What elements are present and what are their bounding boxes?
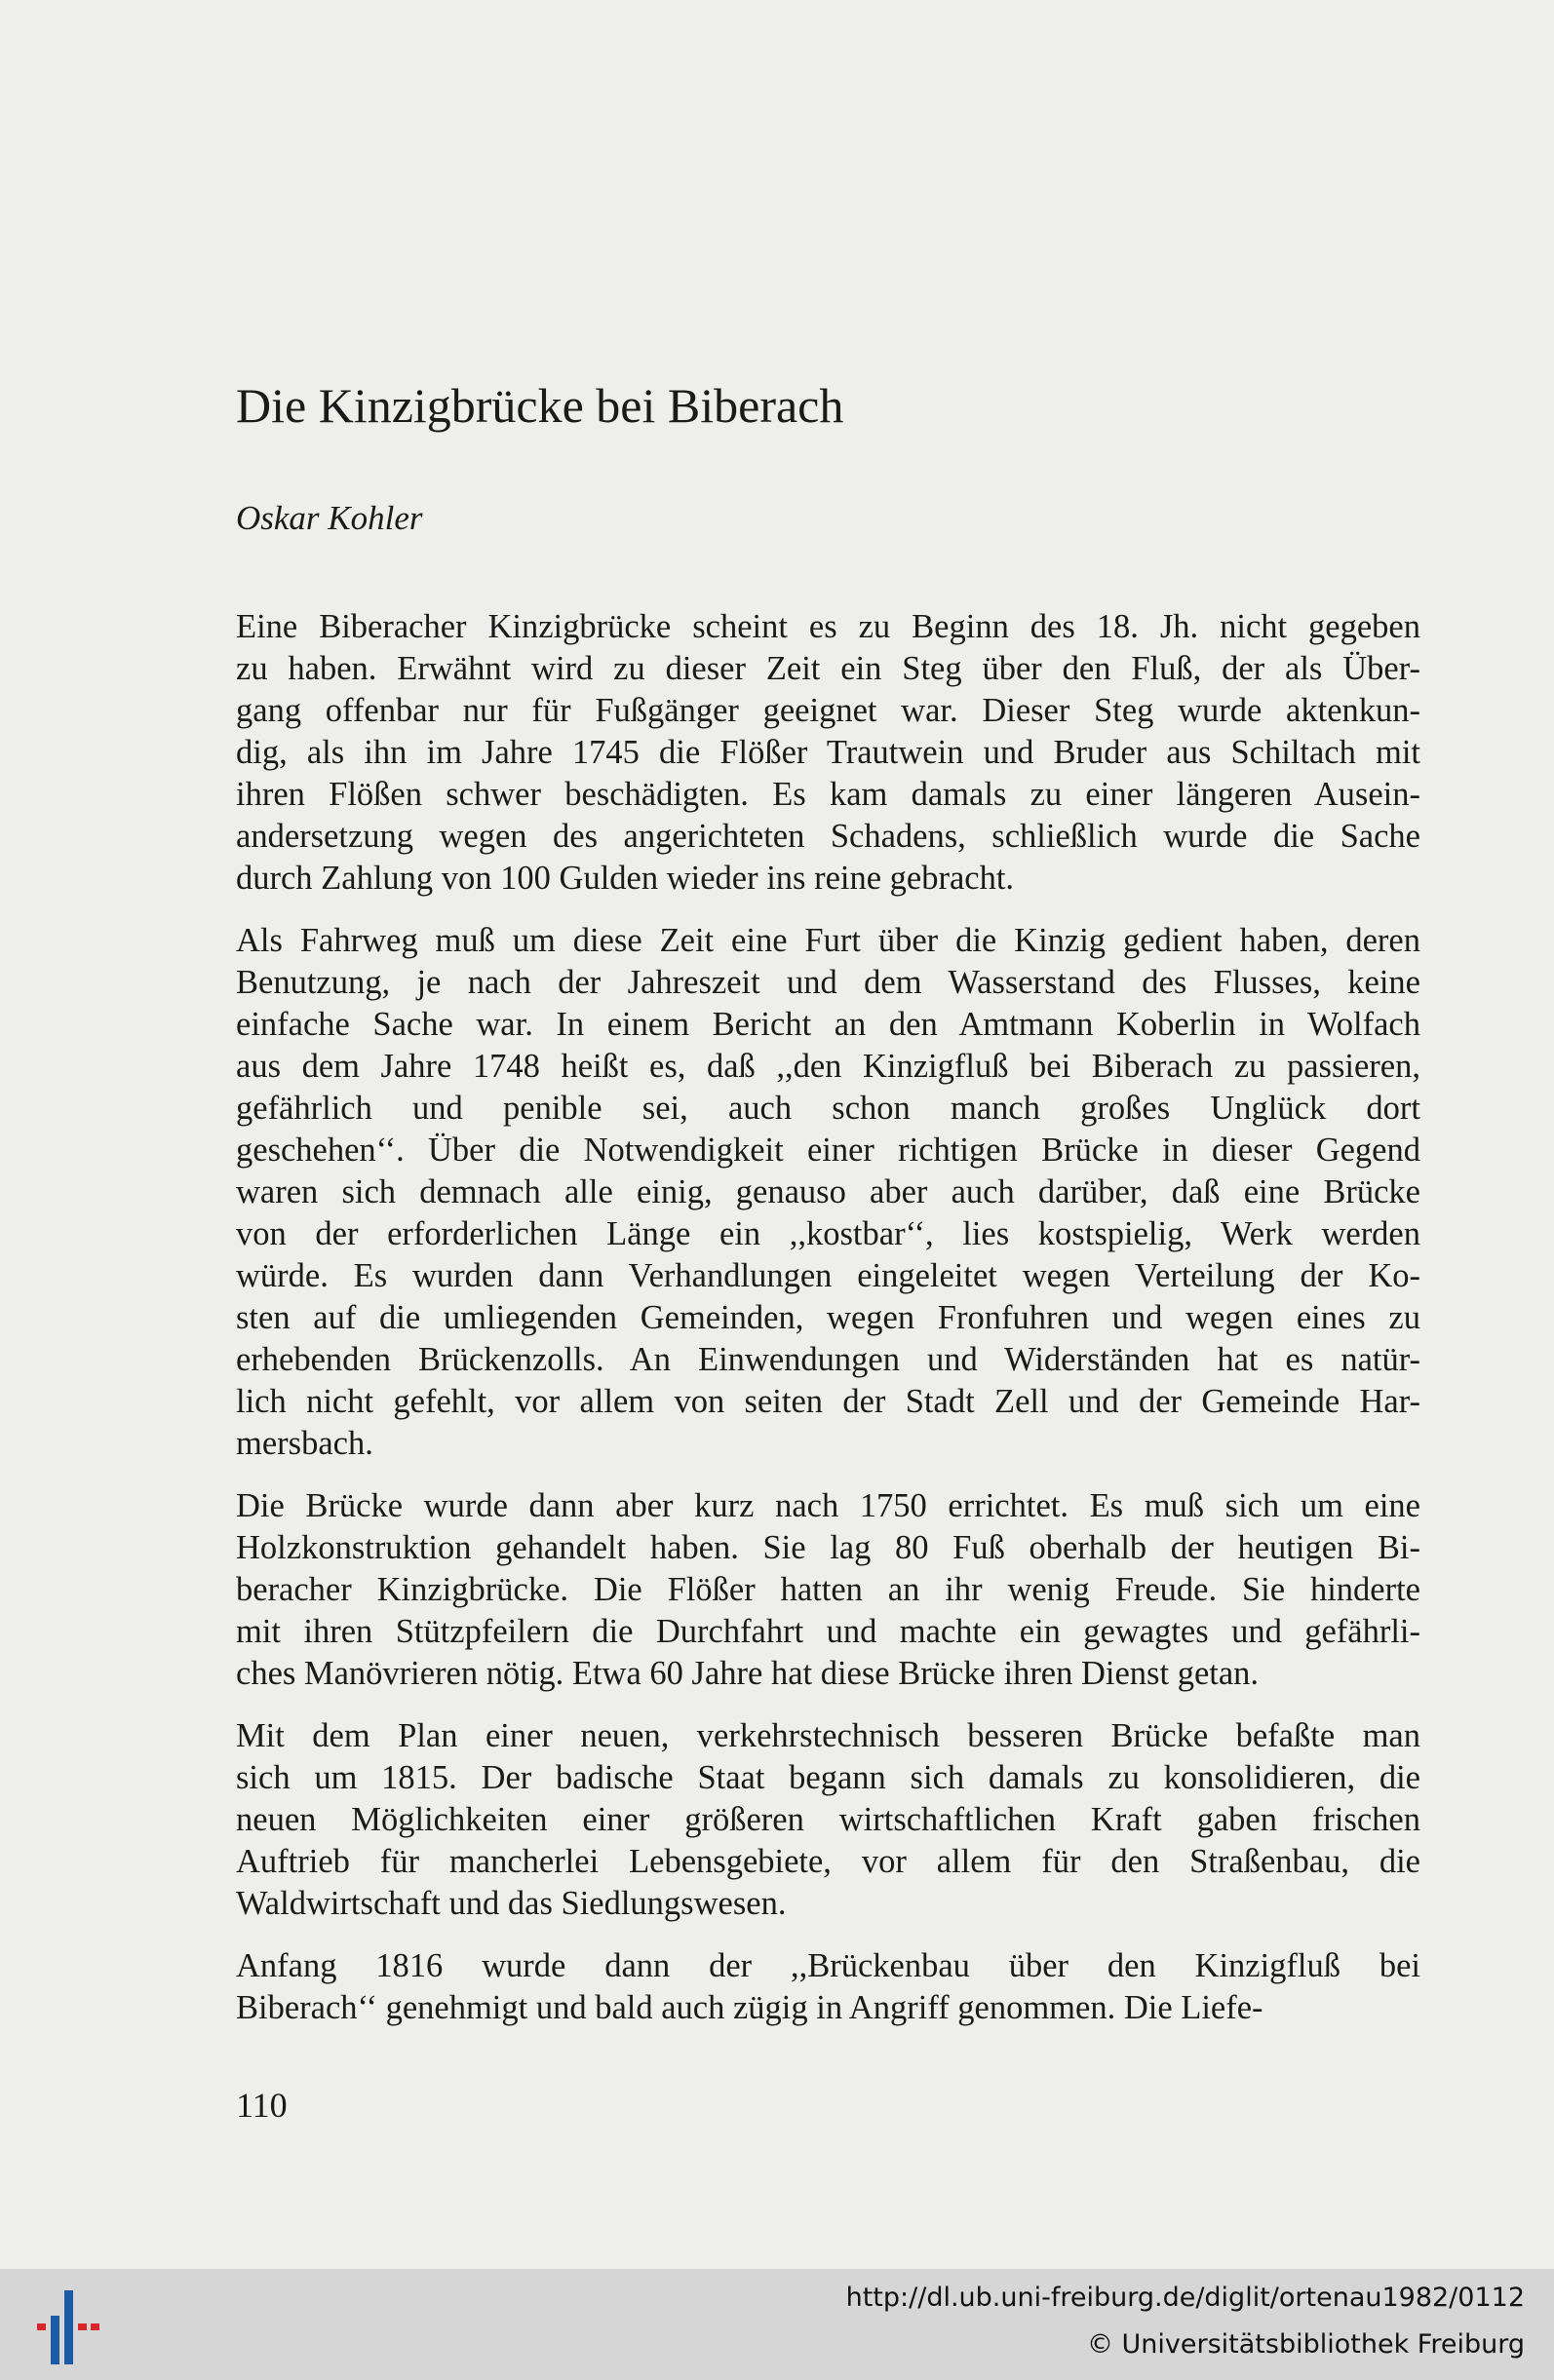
text-line: mersbach. — [236, 1425, 373, 1462]
ub-freiburg-logo-icon — [37, 2290, 99, 2364]
paragraph — [236, 1715, 1420, 1925]
text-line: sich um 1815. Der badische Staat begann sich damals zu konsolidieren, die — [236, 1759, 1420, 1796]
text-line: aus dem Jahre 1748 heißt es, daß ,,den Kinzigfluß bei Biberach zu passieren, — [236, 1048, 1420, 1085]
text-line: ches Manövrieren nötig. Etwa 60 Jahre hat diese Brücke ihren Dienst getan. — [236, 1655, 1260, 1692]
text-line: einfache Sache war. In einem Bericht an den Amtmann Koberlin in Wolfach — [236, 1006, 1420, 1043]
paragraph — [236, 920, 1420, 1465]
logo-far-dash — [91, 2323, 99, 2330]
text-line: Anfang 1816 wurde dann der ,,Brückenbau über den Kinzigfluß bei — [236, 1947, 1420, 1984]
text-line: sten auf die umliegenden Gemeinden, wegen Fronfuhren und wegen eines zu — [236, 1299, 1420, 1336]
text-line: Benutzung, je nach der Jahreszeit und dem Wasserstand des Flusses, keine — [236, 964, 1420, 1001]
text-line: durch Zahlung von 100 Gulden wieder ins reine gebracht. — [236, 860, 1015, 897]
article-title: Die Kinzigbrücke bei Biberach — [236, 378, 844, 433]
logo-left-dash — [37, 2323, 46, 2330]
text-line: neuen Möglichkeiten einer größeren wirtschaftlichen Kraft gaben frischen — [236, 1801, 1420, 1838]
text-line: von der erforderlichen Länge ein ,,kostbar‘‘, lies kostspielig, Werk werden — [236, 1215, 1420, 1252]
text-line: geschehen‘‘. Über die Notwendigkeit einer richtigen Brücke in dieser Gegend — [236, 1132, 1420, 1169]
text-line: erhebenden Brückenzolls. An Einwendungen und Widerständen hat es natür- — [236, 1341, 1420, 1378]
text-line: zu haben. Erwähnt wird zu dieser Zeit ein Steg über den Fluß, der als Über- — [236, 650, 1420, 687]
text-line: ihren Flößen schwer beschädigten. Es kam damals zu einer längeren Ausein- — [236, 776, 1420, 813]
logo-left-bar — [51, 2316, 59, 2364]
text-line: Waldwirtschaft und das Siedlungswesen. — [236, 1885, 787, 1922]
text-line: Die Brücke wurde dann aber kurz nach 1750 errichtet. Es muß sich um eine — [236, 1487, 1420, 1524]
text-line: Biberach‘‘ genehmigt und bald auch zügig in Angriff genommen. Die Liefe- — [236, 1989, 1263, 2026]
paragraph — [236, 606, 1420, 900]
article-author: Oskar Kohler — [236, 499, 423, 537]
source-url-link[interactable]: http://dl.ub.uni-freiburg.de/diglit/ortenau1982/0112 — [845, 2283, 1525, 2313]
text-line: waren sich demnach alle einig, genauso aber auch darüber, daß eine Brücke — [236, 1173, 1420, 1210]
text-line: dig, als ihn im Jahre 1745 die Flößer Trautwein und Bruder aus Schiltach mit — [236, 734, 1420, 771]
text-line: mit ihren Stützpfeilern die Durchfahrt und machte ein gewagtes und gefährli- — [236, 1613, 1420, 1650]
digitization-footer — [0, 2269, 1554, 2380]
paragraph — [236, 1945, 1420, 2029]
paragraph — [236, 1485, 1420, 1695]
text-line: Mit dem Plan einer neuen, verkehrstechnisch besseren Brücke befaßte man — [236, 1717, 1420, 1754]
text-line: andersetzung wegen des angerichteten Schadens, schließlich wurde die Sache — [236, 818, 1420, 855]
text-line: lich nicht gefehlt, vor allem von seiten der Stadt Zell und der Gemeinde Har- — [236, 1383, 1420, 1420]
text-line: beracher Kinzigbrücke. Die Flößer hatten an ihr wenig Freude. Sie hinderte — [236, 1571, 1420, 1608]
text-line: Eine Biberacher Kinzigbrücke scheint es zu Beginn des 18. Jh. nicht gegeben — [236, 608, 1420, 645]
page-number: 110 — [236, 2086, 288, 2125]
article-body — [236, 606, 1420, 2050]
text-line: würde. Es wurden dann Verhandlungen eingeleitet wegen Verteilung der Ko- — [236, 1257, 1420, 1294]
text-line: Holzkonstruktion gehandelt haben. Sie lag 80 Fuß oberhalb der heutigen Bi- — [236, 1529, 1420, 1566]
text-line: Auftrieb für mancherlei Lebensgebiete, vor allem für den Straßenbau, die — [236, 1843, 1420, 1880]
copyright-notice: © Universitätsbibliothek Freiburg — [1086, 2329, 1525, 2360]
text-line: Als Fahrweg muß um diese Zeit eine Furt über die Kinzig gedient haben, deren — [236, 922, 1420, 959]
text-line: gefährlich und penible sei, auch schon manch großes Unglück dort — [236, 1090, 1420, 1127]
logo-right-dash — [78, 2323, 87, 2330]
logo-center-bar — [64, 2290, 73, 2364]
text-line: gang offenbar nur für Fußgänger geeignet war. Dieser Steg wurde aktenkun- — [236, 692, 1420, 729]
